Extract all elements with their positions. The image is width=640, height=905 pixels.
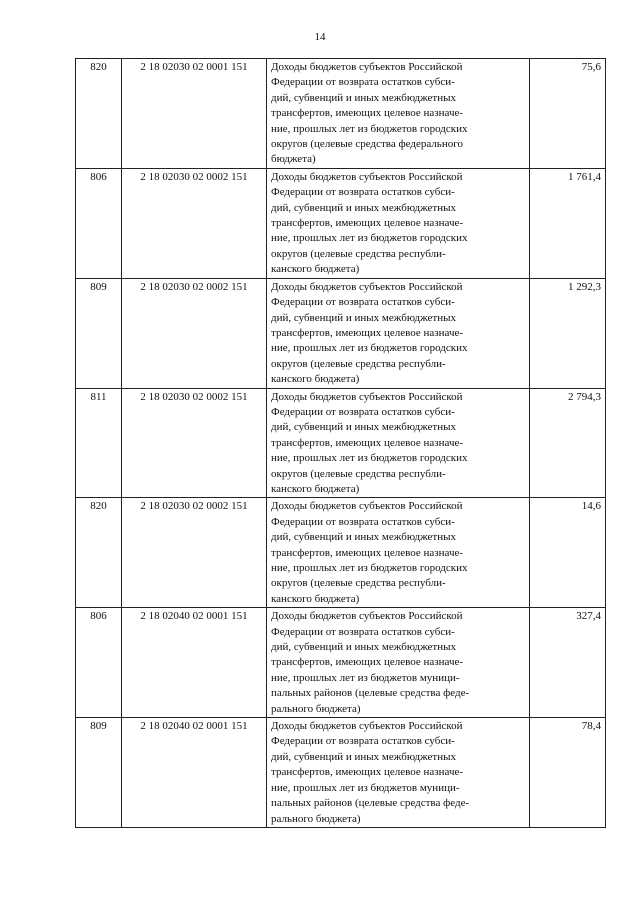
admin-code-cell: 806 bbox=[76, 168, 122, 278]
revenue-name-line: округов (целевые средства федерального bbox=[271, 138, 463, 151]
amount-cell: 327,4 bbox=[530, 608, 606, 718]
amount-cell: 75,6 bbox=[530, 59, 606, 169]
revenue-name-line: округов (целевые средства республи- bbox=[271, 247, 446, 260]
revenue-name-line: округов (целевые средства республи- bbox=[271, 577, 446, 590]
revenue-name-line: пальных районов (целевые средства феде- bbox=[271, 687, 470, 700]
revenue-name-line: трансфертов, имеющих целевое назначе- bbox=[271, 217, 464, 230]
table-row bbox=[76, 498, 606, 608]
revenue-name-line: Федерации от возврата остатков субси- bbox=[271, 515, 455, 528]
table-row bbox=[76, 59, 606, 169]
admin-code-cell: 820 bbox=[76, 59, 122, 169]
amount-cell: 78,4 bbox=[530, 718, 606, 828]
budget-classification-code-cell: 2 18 02030 02 0002 151 bbox=[122, 498, 267, 608]
revenue-name-line: дий, субвенций и иных межбюджетных bbox=[271, 421, 456, 434]
revenue-name-line: ние, прошлых лет из бюджетов городских bbox=[271, 562, 468, 574]
revenue-name-cell bbox=[267, 718, 530, 828]
budget-classification-code-cell: 2 18 02030 02 0002 151 bbox=[122, 168, 267, 278]
revenue-name-line: канского бюджета) bbox=[271, 482, 360, 495]
admin-code-cell: 820 bbox=[76, 498, 122, 608]
table-row bbox=[76, 608, 606, 718]
revenue-name-line: трансфертов, имеющих целевое назначе- bbox=[271, 436, 464, 449]
revenue-name-line: трансфертов, имеющих целевое назначе- bbox=[271, 107, 464, 120]
revenue-name-line: трансфертов, имеющих целевое назначе- bbox=[271, 546, 464, 559]
amount-cell: 1 761,4 bbox=[530, 168, 606, 278]
table-row bbox=[76, 278, 606, 388]
revenue-name-cell bbox=[267, 608, 530, 718]
revenue-name-line: трансфертов, имеющих целевое назначе- bbox=[271, 326, 464, 339]
revenue-name-line: дий, субвенций и иных межбюджетных bbox=[271, 91, 456, 104]
admin-code-cell: 809 bbox=[76, 718, 122, 828]
revenue-name-line: Доходы бюджетов субъектов Российской bbox=[271, 280, 463, 293]
revenue-name-line: дий, субвенций и иных межбюджетных bbox=[271, 311, 456, 324]
revenue-name-line: Доходы бюджетов субъектов Российской bbox=[271, 61, 463, 73]
revenue-name-line: Федерации от возврата остатков субси- bbox=[271, 405, 455, 418]
revenue-name-cell bbox=[267, 168, 530, 278]
revenue-name-line: ние, прошлых лет из бюджетов городских bbox=[271, 122, 468, 135]
revenue-name-line: дий, субвенций и иных межбюджетных bbox=[271, 201, 456, 214]
revenue-name-cell bbox=[267, 59, 530, 169]
revenue-name-line: Доходы бюджетов субъектов Российской bbox=[271, 500, 463, 513]
revenue-name-line: Федерации от возврата остатков субси- bbox=[271, 296, 455, 309]
budget-classification-code-cell: 2 18 02030 02 0001 151 bbox=[122, 59, 267, 169]
revenue-name-line: пальных районов (целевые средства феде- bbox=[271, 797, 470, 810]
budget-classification-code-cell: 2 18 02040 02 0001 151 bbox=[122, 608, 267, 718]
admin-code-cell: 806 bbox=[76, 608, 122, 718]
revenue-name-line: ние, прошлых лет из бюджетов городских bbox=[271, 232, 468, 245]
revenue-name-cell bbox=[267, 498, 530, 608]
revenue-name-line: дий, субвенций и иных межбюджетных bbox=[271, 641, 456, 654]
revenue-name-line: ние, прошлых лет из бюджетов муници- bbox=[271, 671, 460, 684]
revenue-name-line: рального бюджета) bbox=[271, 702, 361, 715]
revenue-name-line: Федерации от возврата остатков субси- bbox=[271, 735, 455, 748]
revenue-name-line: Доходы бюджетов субъектов Российской bbox=[271, 390, 463, 403]
revenue-name-line: рального бюджета) bbox=[271, 812, 361, 825]
revenue-name-line: канского бюджета) bbox=[271, 592, 360, 605]
revenue-name-line: Федерации от возврата остатков субси- bbox=[271, 186, 455, 199]
revenue-name-cell bbox=[267, 278, 530, 388]
revenue-name-line: ние, прошлых лет из бюджетов муници- bbox=[271, 781, 460, 794]
table-body bbox=[76, 59, 606, 828]
amount-cell: 1 292,3 bbox=[530, 278, 606, 388]
amount-cell: 2 794,3 bbox=[530, 388, 606, 498]
revenue-name-line: канского бюджета) bbox=[271, 373, 360, 386]
revenue-name-line: Доходы бюджетов субъектов Российской bbox=[271, 610, 463, 623]
revenue-name-line: дий, субвенций и иных межбюджетных bbox=[271, 750, 456, 763]
revenue-name-line: бюджета) bbox=[271, 153, 316, 166]
admin-code-cell: 809 bbox=[76, 278, 122, 388]
revenue-name-line: ние, прошлых лет из бюджетов городских bbox=[271, 342, 468, 355]
revenue-name-line: дий, субвенций и иных межбюджетных bbox=[271, 531, 456, 544]
revenue-name-line: Доходы бюджетов субъектов Российской bbox=[271, 170, 463, 183]
revenue-name-line: Федерации от возврата остатков субси- bbox=[271, 76, 455, 89]
budget-classification-code-cell: 2 18 02030 02 0002 151 bbox=[122, 388, 267, 498]
revenue-name-line: Доходы бюджетов субъектов Российской bbox=[271, 720, 463, 733]
revenue-name-line: Федерации от возврата остатков субси- bbox=[271, 625, 455, 638]
revenue-name-line: трансфертов, имеющих целевое назначе- bbox=[271, 766, 464, 779]
table-row bbox=[76, 388, 606, 498]
revenue-name-line: канского бюджета) bbox=[271, 263, 360, 276]
admin-code-cell: 811 bbox=[76, 388, 122, 498]
table-row bbox=[76, 168, 606, 278]
table-row bbox=[76, 718, 606, 828]
revenue-name-cell bbox=[267, 388, 530, 498]
revenue-name-line: трансфертов, имеющих целевое назначе- bbox=[271, 656, 464, 669]
budget-classification-code-cell: 2 18 02040 02 0001 151 bbox=[122, 718, 267, 828]
budget-classification-code-cell: 2 18 02030 02 0002 151 bbox=[122, 278, 267, 388]
page-number: 14 bbox=[314, 31, 326, 43]
revenue-name-line: ние, прошлых лет из бюджетов городских bbox=[271, 452, 468, 465]
revenue-name-line: округов (целевые средства республи- bbox=[271, 357, 446, 370]
budget-revenue-table bbox=[75, 58, 606, 828]
amount-cell: 14,6 bbox=[530, 498, 606, 608]
revenue-name-line: округов (целевые средства республи- bbox=[271, 467, 446, 480]
